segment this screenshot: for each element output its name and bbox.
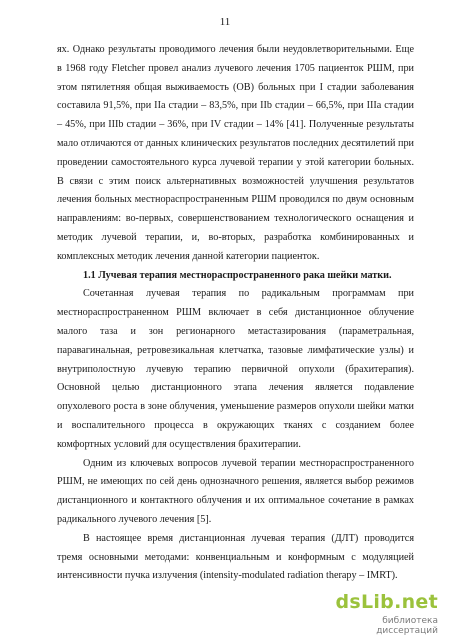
watermark-subtitle: библиотека диссертаций — [376, 616, 438, 636]
section-heading: 1.1 Лучевая терапия местнораспространенного рака шейки матки. — [83, 269, 392, 281]
paragraph-external-beam-methods: В настоящее время дистанционная лучевая терапия (ДЛТ) проводится тремя основными методами: конвенциальным и конформным с модуляцией интенсивности пучка излучения (intensity-modulated radiation therapy – IMRT). — [57, 532, 414, 582]
paragraph-combined-radiotherapy: Сочетанная лучевая терапия по радикальным программам при местнораспространенном РШМ включает в себя дистанционное облучение малого таза и зон регионарного метастазирования (параметральная, паравагинальная, ретровезикальная клетчатка, тазовые лимфатические узлы) и внутриполостную лучевую терапию первичной опухоли (брахитерапия). Основной целью дистанционного этапа лечения является подавление опухолевого роста в зоне облучения, уменьшение размеров опухоли шейки матки и воспалительного процесса в окружающих тканях с созданием более комфортных условий для осуществления брахитерапии. — [57, 288, 414, 450]
paragraph-key-questions: Одним из ключевых вопросов лучевой терапии местнораспространенного РШМ, не имеющих по сей день однозначного решения, является выбор режимов дистанционного и контактного облучения и их оптимальное сочетание в рамках радикального лучевого лечения [5]. — [57, 457, 414, 525]
page-number: 11 — [219, 16, 231, 28]
watermark — [326, 591, 438, 636]
page-body — [57, 41, 414, 586]
paragraph-continued: ях. Однако результаты проводимого лечения были неудовлетворительными. Еще в 1968 году Fletcher провел анализ лучевого лечения 1705 пациенток РШМ, при этом пятилетняя общая выживаемость (ОВ) больных при I стадии заболевания составила 91,5%, при IIa стадии – 83,5%, при IIb стадии – 66,5%, при IIIa стадии – 45%, при IIIb стадии – 36%, при IV стадии – 14% [41]. Полученные результаты мало отличаются от данных клинических результатов последних десятилетий при проведении самостоятельного курса лучевой терапии у этой категории больных. В связи с этим поиск альтернативных возможностей улучшения результатов лечения больных местнораспространенным РШМ проводился по двум основным направлениям: во-первых, совершенствованием технологического оснащения и методик лучевой терапии, и, во-вторых, разработка комбинированных и комплексных методик лечения данной категории пациенток. — [57, 44, 414, 262]
watermark-logo: dsLib.net — [335, 591, 438, 613]
